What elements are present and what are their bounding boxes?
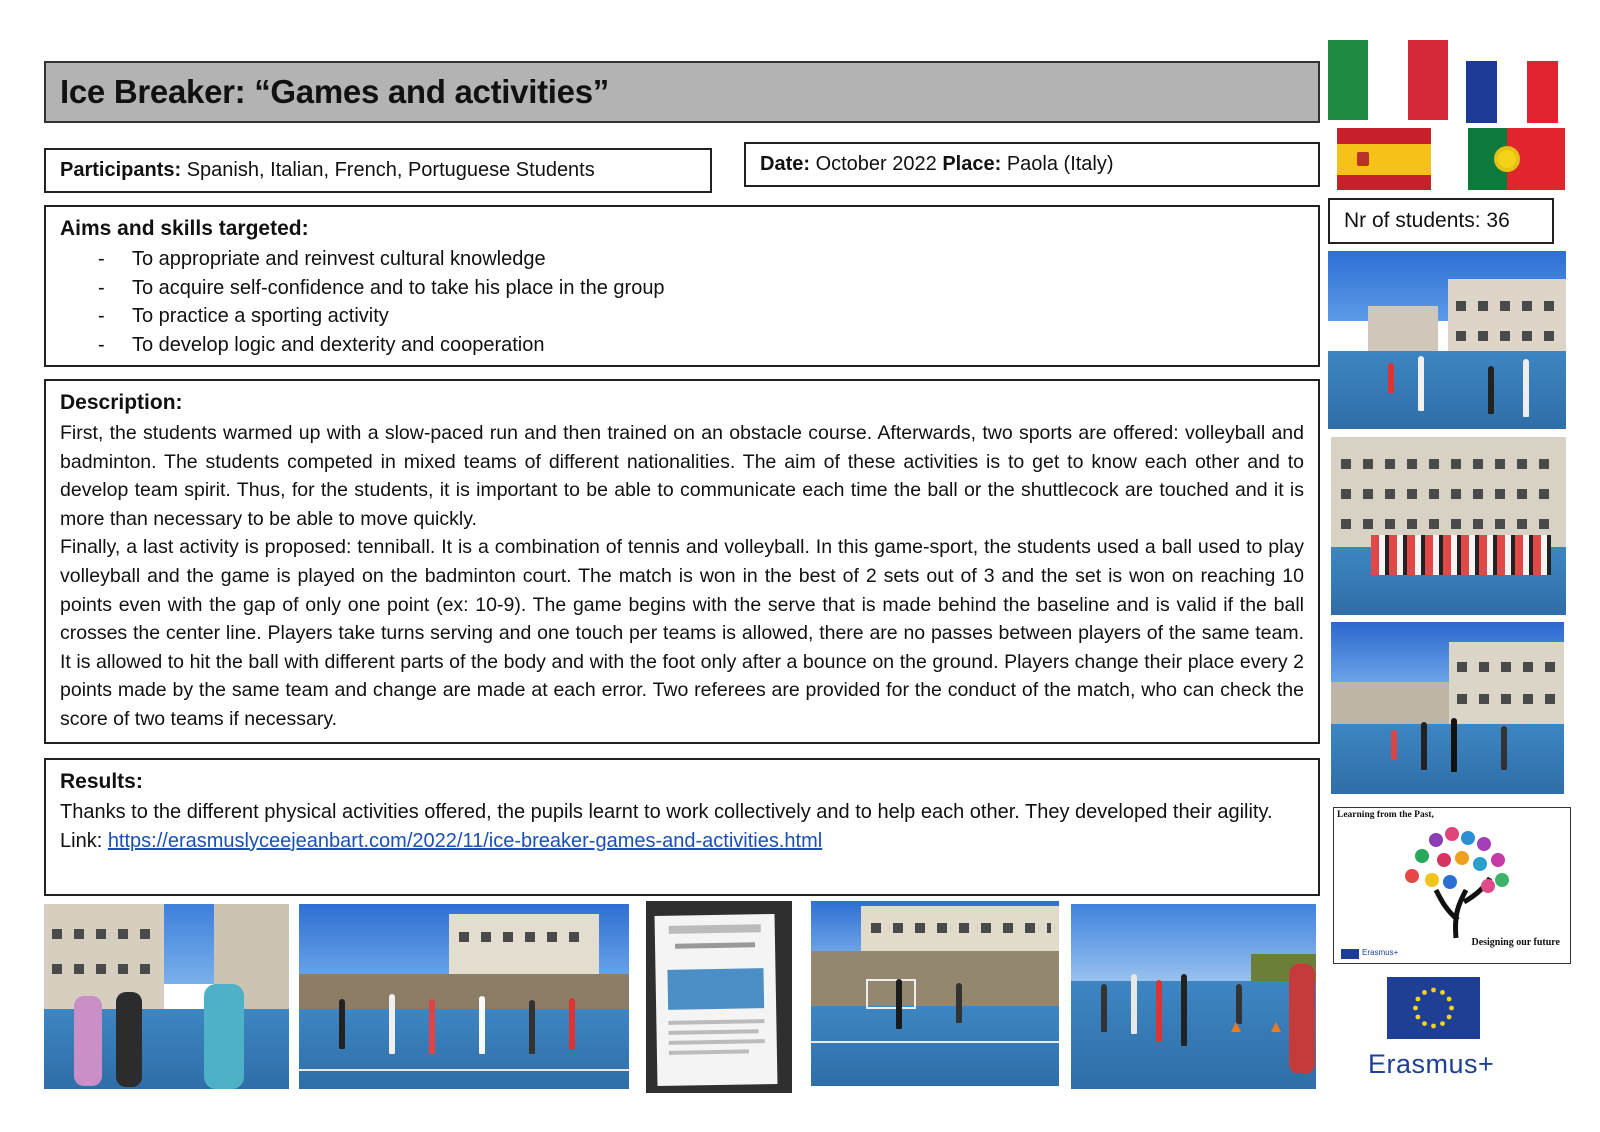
list-item <box>60 302 1304 331</box>
results-heading: Results: <box>60 770 143 793</box>
project-logo <box>1333 807 1571 964</box>
erasmus-wordmark: Erasmus+ <box>1368 1049 1495 1079</box>
list-item <box>60 245 1304 274</box>
aim-text: To appropriate and reinvest cultural knowledge <box>132 248 546 270</box>
photo-courtyard-1 <box>1328 251 1566 429</box>
results-box <box>44 758 1320 896</box>
page-title: Ice Breaker: “Games and activities” <box>60 73 609 110</box>
results-text: Thanks to the different physical activities offered, the pupils learnt to work collectively and to help each other. They developed their agility. <box>60 801 1273 823</box>
italy-flag-icon <box>1328 40 1448 120</box>
description-heading: Description: <box>60 391 183 414</box>
aims-box <box>44 205 1320 367</box>
photo-bottom-1 <box>44 904 289 1089</box>
date-label: Date: <box>760 153 811 175</box>
title-bar <box>44 61 1320 123</box>
spain-flag-icon <box>1337 128 1431 190</box>
date-place-box <box>744 142 1320 187</box>
list-item <box>60 274 1304 303</box>
photo-bottom-2 <box>299 904 629 1089</box>
description-box <box>44 379 1320 744</box>
date-value: October 2022 <box>810 153 943 175</box>
list-item <box>60 331 1304 360</box>
list-dash: - <box>98 305 105 327</box>
eu-flag-icon <box>1387 977 1480 1039</box>
eu-mini-flag-icon <box>1341 949 1359 959</box>
aim-text: To acquire self-confidence and to take his place in the group <box>132 276 665 299</box>
participants-value: Spanish, Italian, French, Portuguese Students <box>181 159 595 181</box>
list-dash: - <box>98 333 105 356</box>
place-value: Paola (Italy) <box>1001 153 1114 175</box>
link-label: Link: <box>60 829 108 852</box>
photo-courtyard-2 <box>1331 622 1564 794</box>
photo-bottom-4 <box>811 901 1059 1086</box>
aim-text: To develop logic and dexterity and cooperation <box>132 333 545 356</box>
logo-bottom-text: Designing our future <box>1471 937 1560 948</box>
aims-heading: Aims and skills targeted: <box>60 217 309 240</box>
participants-box <box>44 148 712 193</box>
results-link-line <box>60 827 1304 856</box>
list-dash: - <box>98 276 105 299</box>
logo-top-text: Learning from the Past, <box>1337 810 1434 820</box>
list-dash: - <box>98 248 105 270</box>
aims-list <box>60 245 1304 359</box>
student-count: Nr of students: 36 <box>1344 209 1510 232</box>
logo-erasmus-text: Erasmus+ <box>1362 948 1399 957</box>
photo-bottom-rules-sheet <box>646 901 792 1093</box>
photo-group <box>1331 437 1566 615</box>
participants-label: Participants: <box>60 159 182 181</box>
description-paragraph: Finally, a last activity is proposed: tenniball. It is a combination of tennis and volleyball. In this game-sport, the students used a ball used to play volleyball and the game is played on the badminton court. The match is won in the best of 2 sets out of 3 and the set is won on reaching 10 points even with the gap of only one point (ex: 10-9). The game begins with the serve that is made behind the baseline and is valid if the ball crosses the center line. Players take turns serving and one touch per teams is allowed, there are no passes between players of the same team. It is allowed to hit the ball with different parts of the body and with the foot only after a bounce on the ground. Players change their place every 2 points made by the same team and change are made at each error. Two referees are provided for the conduct of the match, who can check the score of two teams if necessary. <box>60 536 1304 730</box>
student-count-box <box>1328 198 1554 244</box>
photo-bottom-5 <box>1071 904 1316 1089</box>
place-label: Place: <box>942 153 1002 175</box>
france-flag-icon <box>1466 61 1558 123</box>
people-tree-icon <box>1386 820 1526 940</box>
results-link[interactable]: https://erasmuslyceejeanbart.com/2022/11/ice-breaker-games-and-activities.html <box>107 829 823 852</box>
portugal-flag-icon <box>1468 128 1565 190</box>
aim-text: To practice a sporting activity <box>132 305 389 327</box>
description-paragraph: First, the students warmed up with a slow-paced run and then trained on an obstacle course. Afterwards, two sports are offered: volleyball and badminton. The students competed in mixed teams of different nationalities. The aim of these activities is to get to know each other and to develop team spirit. Thus, for the students, it is important to be able to communicate each time the ball or the shuttlecock are touched and it is more than necessary to be able to move quickly. <box>60 422 1304 530</box>
